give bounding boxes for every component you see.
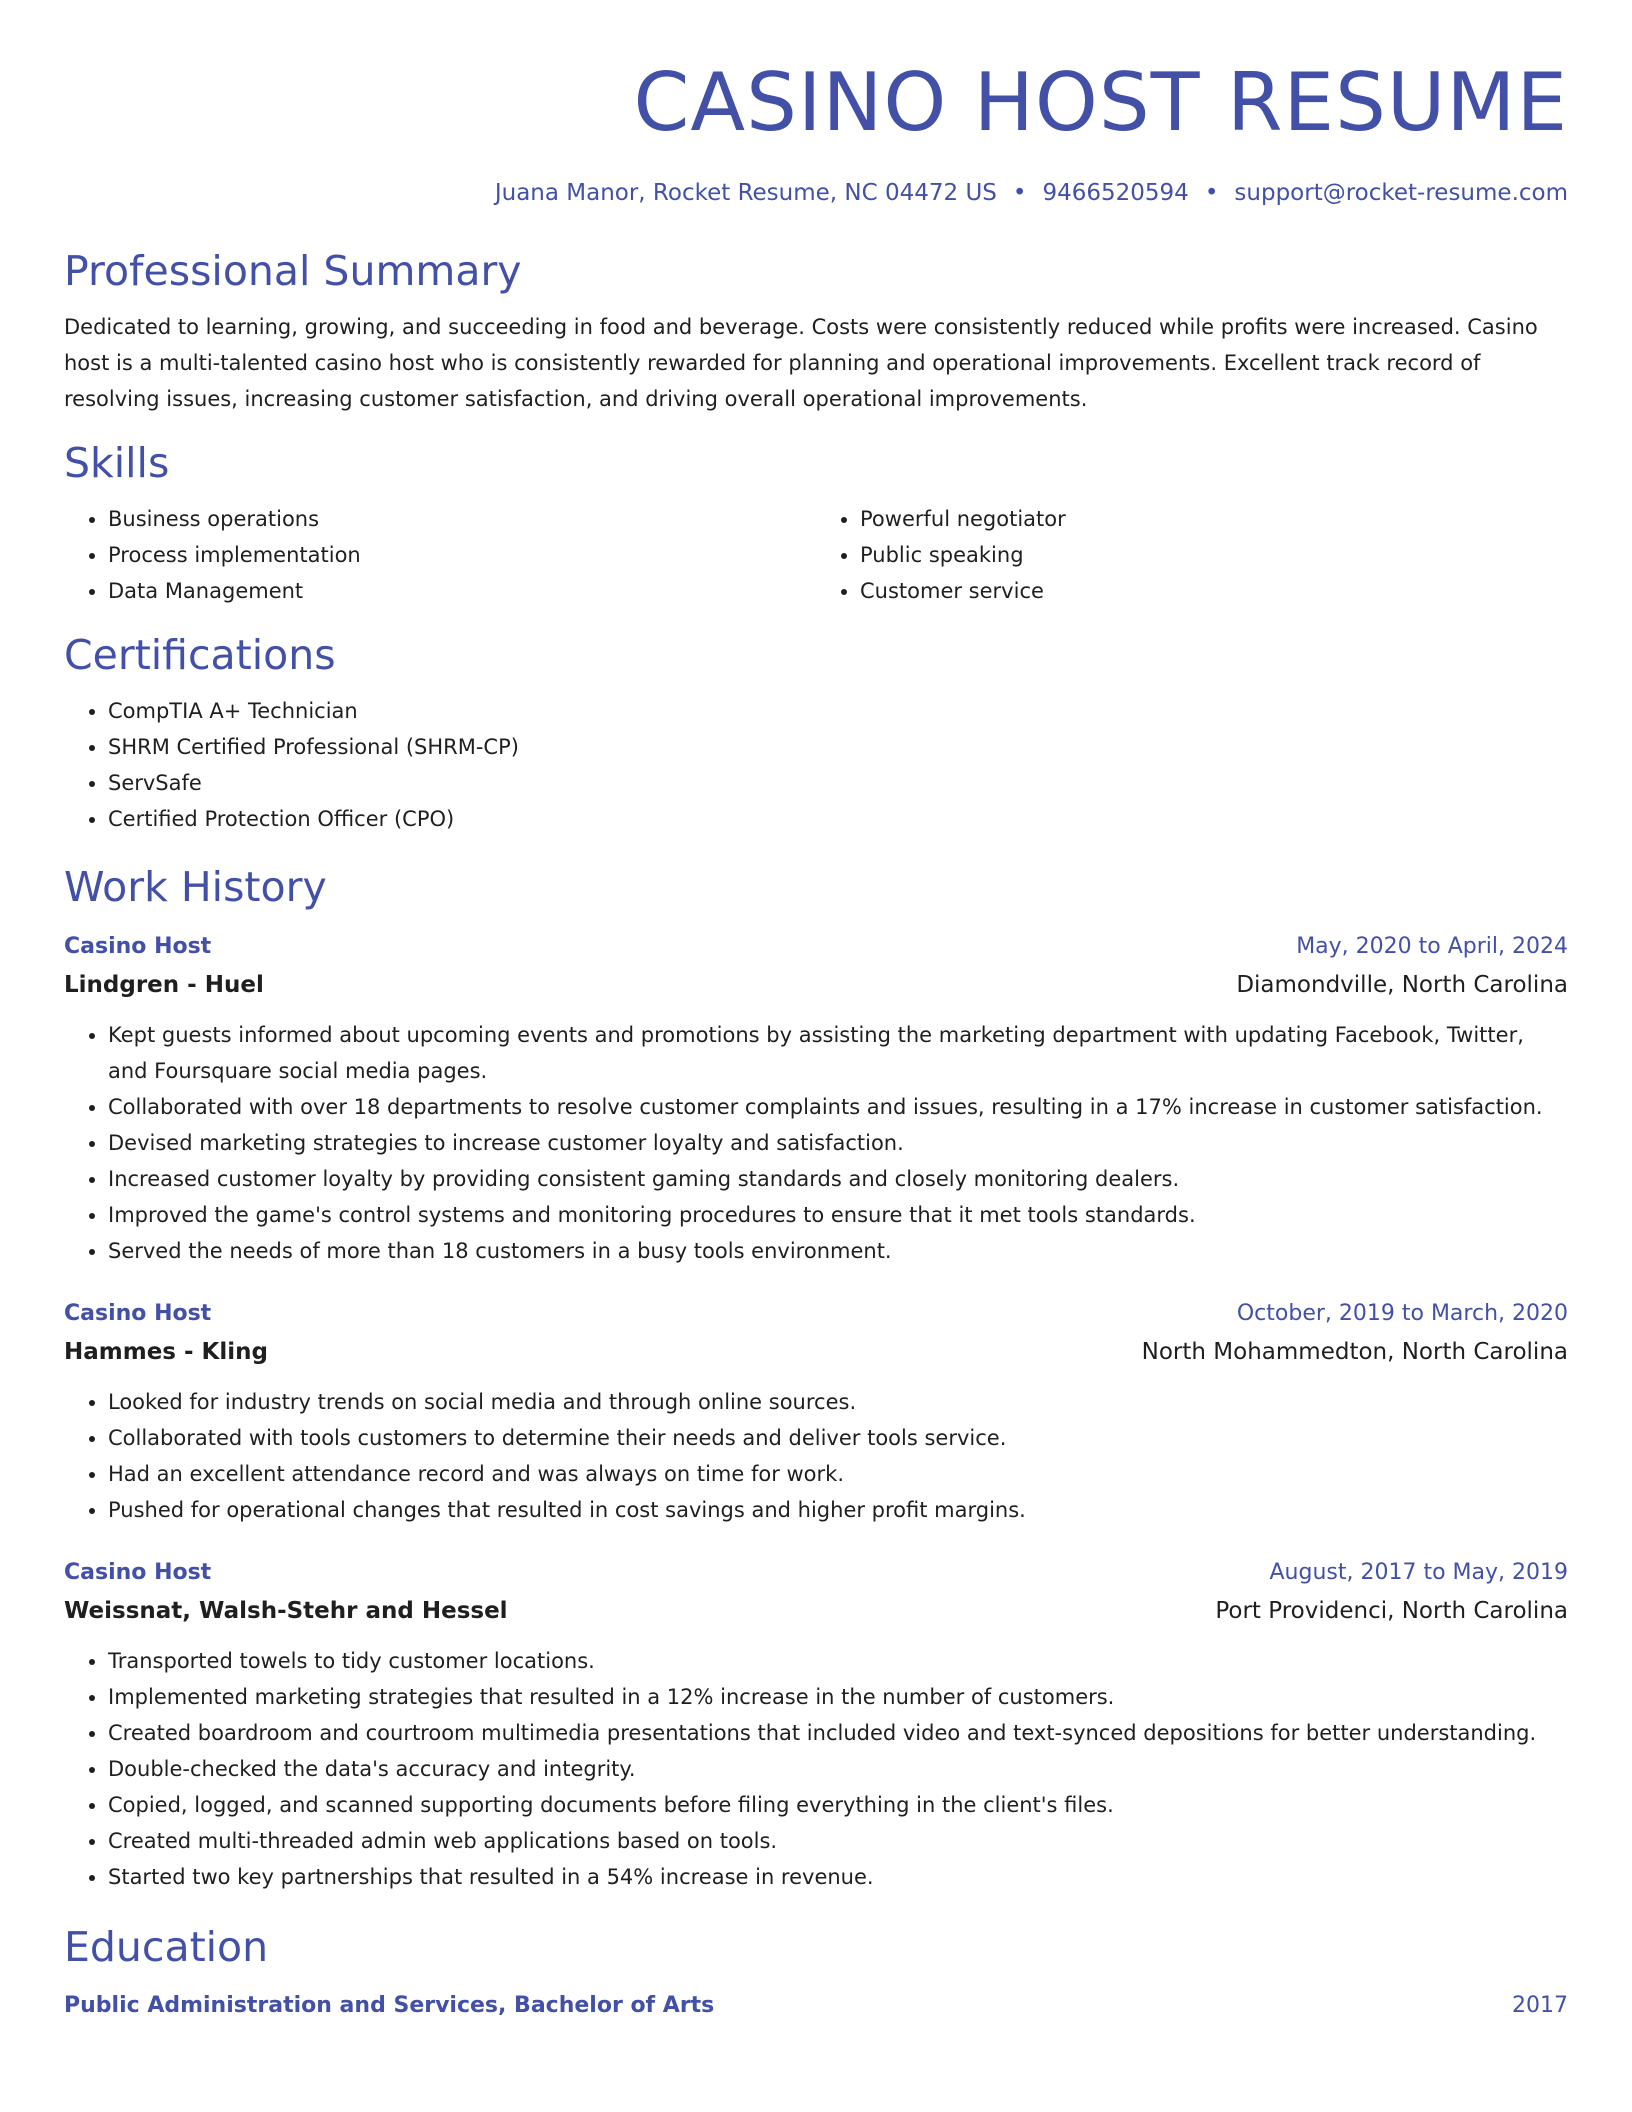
job-subheader xyxy=(64,1333,1568,1371)
job-bullet: • Created multi-threaded admin web applications based on tools. xyxy=(108,1823,1568,1859)
skills-column-right xyxy=(816,501,1568,609)
job-bullet: • Created boardroom and courtroom multimedia presentations that included video and text-synced depositions for better understanding. xyxy=(108,1715,1568,1751)
job-bullet: • Had an excellent attendance record and was always on time for work. xyxy=(108,1456,1568,1492)
job-bullet: • Kept guests informed about upcoming events and promotions by assisting the marketing department with updating Facebook, Twitter, and Foursquare social media pages. xyxy=(108,1017,1568,1089)
certification-item: • SHRM Certified Professional (SHRM-CP) xyxy=(108,729,1568,765)
summary-text: Dedicated to learning, growing, and succeeding in food and beverage. Costs were consistently reduced while profits were increased. Casino host is a multi-talented casino host who is consistently rewarded for planning and operational improvements. Excellent track record of resolving issues, increasing customer satisfaction, and driving overall operational improvements. xyxy=(64,315,1538,411)
certification-item: • CompTIA A+ Technician xyxy=(108,693,1568,729)
education-year: 2017 xyxy=(1512,1993,1568,2018)
contact-address: Juana Manor, Rocket Resume, NC 04472 US xyxy=(494,180,997,206)
certifications-heading: Certifications xyxy=(64,631,336,679)
job-location: North Mohammedton, North Carolina xyxy=(1141,1339,1568,1365)
job-bullet: • Double-checked the data's accuracy and integrity. xyxy=(108,1751,1568,1787)
skills-column-left xyxy=(64,501,816,609)
skill-item: • Process implementation xyxy=(108,537,816,573)
contact-separator: • xyxy=(1204,180,1219,206)
skills-heading: Skills xyxy=(64,439,170,487)
job-header xyxy=(64,1554,1568,1592)
education-entry xyxy=(64,1987,1568,2025)
job-dates: May, 2020 to April, 2024 xyxy=(1296,934,1568,959)
job-bullet: • Served the needs of more than 18 customers in a busy tools environment. xyxy=(108,1233,1568,1269)
certification-item: • ServSafe xyxy=(108,765,1568,801)
job-bullets xyxy=(64,1643,1568,1895)
job-title: Casino Host xyxy=(64,1560,212,1585)
job-subheader xyxy=(64,966,1568,1004)
contact-line xyxy=(64,177,1568,209)
skill-item: • Powerful negotiator xyxy=(860,501,1568,537)
job-bullet: • Started two key partnerships that resulted in a 54% increase in revenue. xyxy=(108,1859,1568,1895)
job-dates: October, 2019 to March, 2020 xyxy=(1236,1301,1568,1326)
job-title: Casino Host xyxy=(64,934,212,959)
certifications-list xyxy=(64,693,1568,837)
job-bullet: • Collaborated with tools customers to determine their needs and deliver tools service. xyxy=(108,1420,1568,1456)
job-bullets xyxy=(64,1384,1568,1528)
resume-page xyxy=(64,0,1568,2025)
job-bullet: • Implemented marketing strategies that resulted in a 12% increase in the number of customers. xyxy=(108,1679,1568,1715)
job-bullet: • Improved the game's control systems and monitoring procedures to ensure that it met tools standards. xyxy=(108,1197,1568,1233)
skill-item: • Business operations xyxy=(108,501,816,537)
job-entry xyxy=(64,928,1568,1269)
skill-item: • Public speaking xyxy=(860,537,1568,573)
job-header xyxy=(64,1295,1568,1333)
certification-item: • Certified Protection Officer (CPO) xyxy=(108,801,1568,837)
job-dates: August, 2017 to May, 2019 xyxy=(1269,1560,1568,1585)
summary-heading: Professional Summary xyxy=(64,247,522,295)
skill-item: • Customer service xyxy=(860,573,1568,609)
job-bullet: • Collaborated with over 18 departments to resolve customer complaints and issues, resulting in a 17% increase in customer satisfaction. xyxy=(108,1089,1568,1125)
job-bullet: • Copied, logged, and scanned supporting documents before filing everything in the client's files. xyxy=(108,1787,1568,1823)
job-bullet: • Devised marketing strategies to increase customer loyalty and satisfaction. xyxy=(108,1125,1568,1161)
job-bullets xyxy=(64,1017,1568,1269)
contact-email: support@rocket-resume.com xyxy=(1234,180,1568,206)
job-company: Lindgren - Huel xyxy=(64,972,264,998)
job-title: Casino Host xyxy=(64,1301,212,1326)
education-degree: Public Administration and Services, Bachelor of Arts xyxy=(64,1993,715,2018)
job-company: Hammes - Kling xyxy=(64,1339,268,1365)
work-history-heading: Work History xyxy=(64,863,327,911)
education-heading: Education xyxy=(64,1923,269,1971)
contact-phone: 9466520594 xyxy=(1042,180,1189,206)
job-location: Diamondville, North Carolina xyxy=(1236,972,1568,998)
job-header xyxy=(64,928,1568,966)
job-company: Weissnat, Walsh-Stehr and Hessel xyxy=(64,1598,508,1624)
contact-separator: • xyxy=(1012,180,1027,206)
job-bullet: • Pushed for operational changes that resulted in cost savings and higher profit margins. xyxy=(108,1492,1568,1528)
job-subheader xyxy=(64,1592,1568,1630)
job-location: Port Providenci, North Carolina xyxy=(1215,1598,1568,1624)
job-entry xyxy=(64,1295,1568,1528)
job-bullet: • Increased customer loyalty by providing consistent gaming standards and closely monitoring dealers. xyxy=(108,1161,1568,1197)
job-bullet: • Transported towels to tidy customer locations. xyxy=(108,1643,1568,1679)
job-entry xyxy=(64,1554,1568,1895)
job-bullet: • Looked for industry trends on social media and through online sources. xyxy=(108,1384,1568,1420)
skill-item: • Data Management xyxy=(108,573,816,609)
skills-list xyxy=(64,501,1568,609)
resume-title: CASINO HOST RESUME xyxy=(633,56,1568,149)
